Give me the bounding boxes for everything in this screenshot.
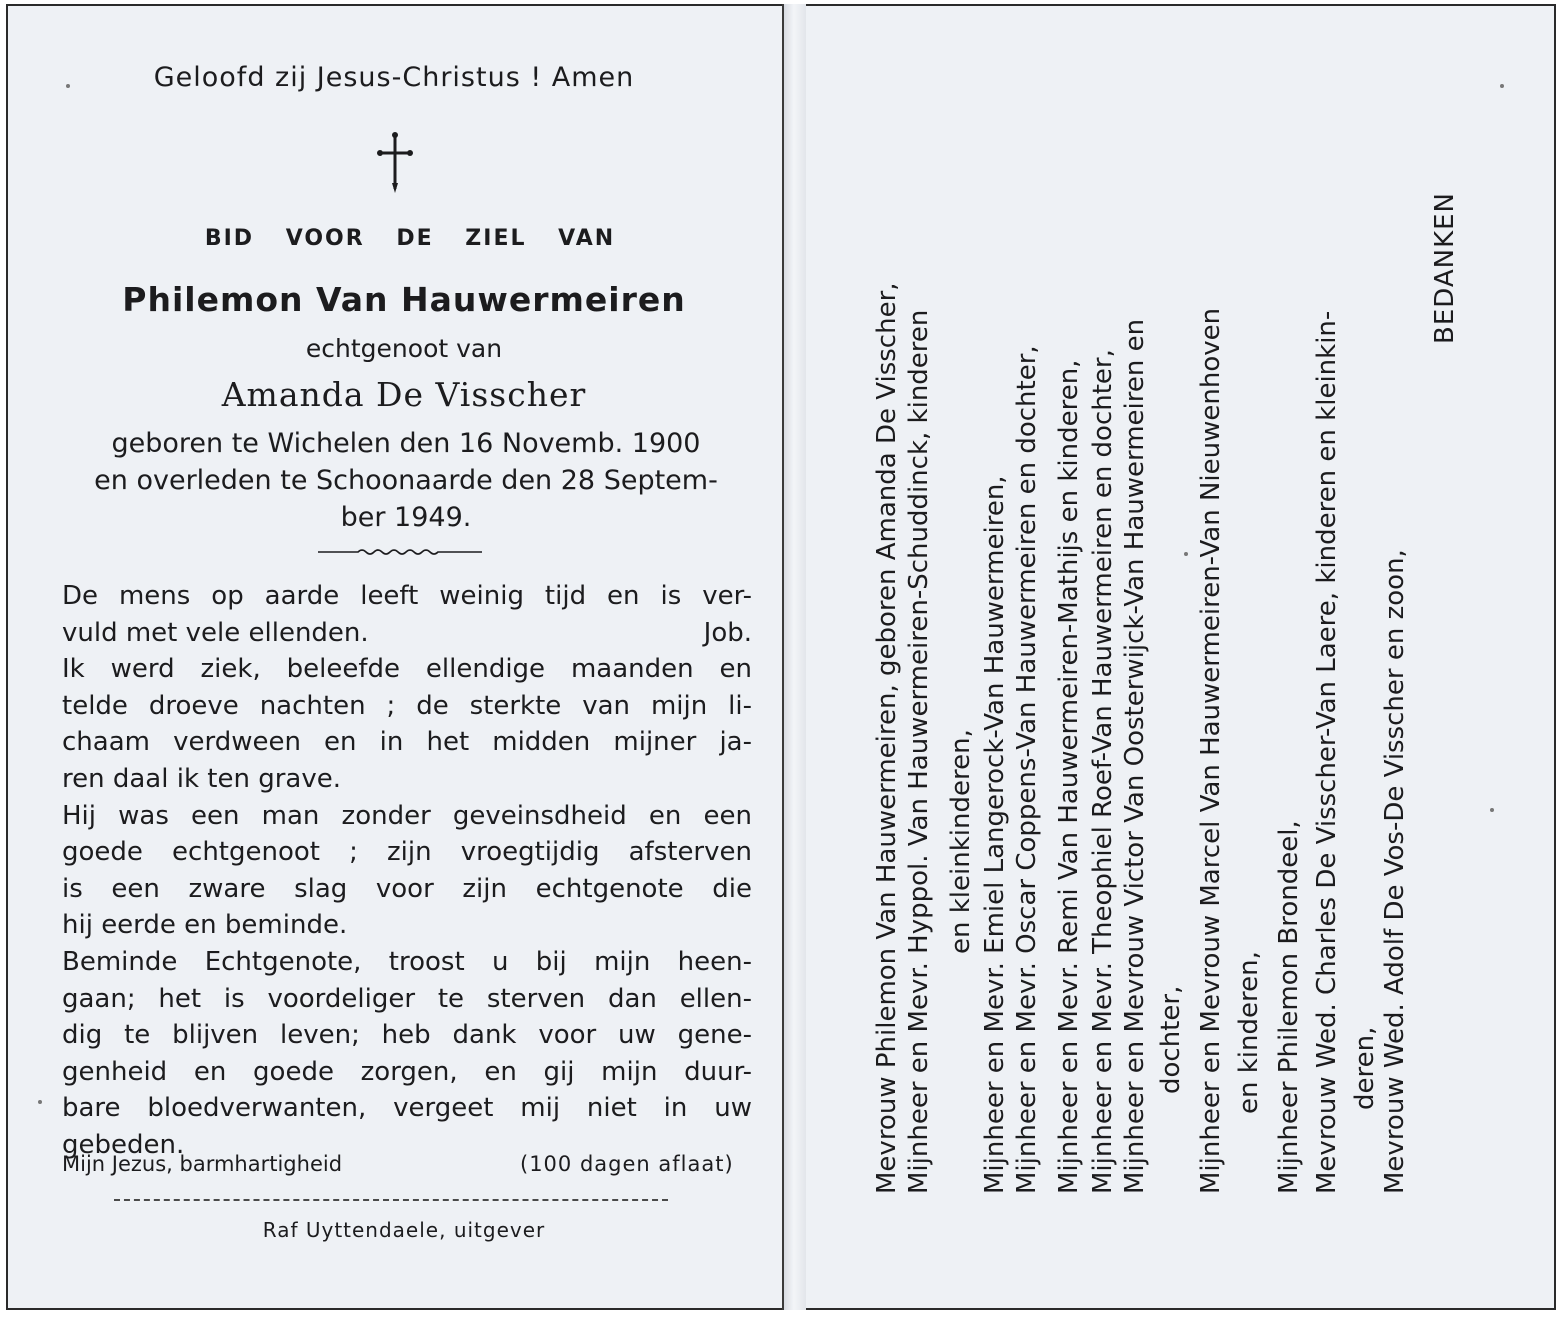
- invocation: Geloofd zij Jesus-Christus ! Amen: [153, 62, 635, 93]
- mourner-line: Mijnheer en Mevrouw Victor Van Oosterwijck-Van Hauwermeiren en: [1120, 318, 1150, 1194]
- paper-speck: [1500, 84, 1504, 88]
- birth-death-dates: [62, 425, 750, 536]
- mourner-line: Mijnheer Philemon Brondeel,: [1274, 820, 1304, 1194]
- left-page: [6, 4, 782, 1310]
- text-line: telde droeve nachten ; de sterkte van mijn li-: [62, 690, 752, 721]
- paper-speck: [1490, 808, 1494, 812]
- text-line-with-reference: [62, 615, 752, 652]
- cross-icon: [375, 131, 415, 195]
- paper-speck: [1184, 552, 1188, 556]
- text-line: gebeden.: [62, 1129, 185, 1160]
- memorial-text: [62, 578, 752, 1164]
- job-reference: Job.: [703, 617, 752, 648]
- text-line: goede echtgenoot ; zijn vroegtijdig afsterven: [62, 837, 752, 868]
- mourner-line: Mevrouw Philemon Van Hauwermeiren, geboren Amanda De Visscher,: [872, 282, 902, 1194]
- text-line: Beminde Echtgenote, troost u bij mijn heen-: [62, 946, 752, 977]
- mourner-line: Mijnheer en Mevr. Oscar Coppens-Van Hauwermeiren en dochter,: [1012, 345, 1042, 1194]
- dashed-rule: [114, 1199, 668, 1201]
- thanks-closing: BEDANKEN: [1430, 192, 1460, 344]
- publisher: Raf Uyttendaele, uitgever: [262, 1218, 546, 1242]
- mourner-line: en kinderen,: [1234, 951, 1264, 1114]
- text-line: genheid en goede zorgen, en gij mijn duur-: [62, 1056, 752, 1087]
- dates-line: geboren te Wichelen den 16 Novemb. 1900: [111, 428, 701, 459]
- paper-speck: [38, 1100, 42, 1104]
- paper-speck: [66, 84, 70, 88]
- text-line: Ik werd ziek, beleefde ellendige maanden en: [62, 654, 752, 685]
- spouse-label: echtgenoot van: [305, 334, 503, 363]
- text-line: gaan; het is voordeliger te sterven dan ellen-: [62, 983, 752, 1014]
- text-line: De mens op aarde leeft weinig tijd en is ver-: [62, 581, 752, 611]
- prayer-heading: BID VOOR DE ZIEL VAN: [204, 226, 616, 251]
- mourner-line: Mevrouw Wed. Charles De Visscher-Van Laere, kinderen en kleinkin-: [1312, 310, 1342, 1194]
- right-page: [804, 4, 1556, 1310]
- mourner-line: Mijnheer en Mevr. Theophiel Roef-Van Hauwermeiren en dochter,: [1088, 349, 1118, 1194]
- mourner-line: deren,: [1350, 1026, 1380, 1110]
- text-line: bare bloedverwanten, vergeet mij niet in uw: [62, 1093, 752, 1124]
- text-line: ren daal ik ten grave.: [62, 763, 341, 794]
- mourner-line: Mijnheer en Mevr. Emiel Langerock-Van Hauwermeiren,: [980, 475, 1010, 1194]
- text-line: chaam verdween en in het midden mijner ja-: [62, 727, 752, 758]
- mourner-line: Mevrouw Wed. Adolf De Vos-De Visscher en zoon,: [1380, 549, 1410, 1194]
- closing-prayer: Mijn Jezus, barmhartigheid: [62, 1152, 343, 1176]
- text-line: dig te blijven leven; heb dank voor uw gene-: [62, 1020, 752, 1051]
- dates-line: en overleden te Schoonaarde den 28 Septem-: [94, 465, 718, 496]
- mourner-line: dochter,: [1156, 985, 1186, 1094]
- text-line: vuld met vele ellenden.: [62, 617, 369, 648]
- dates-line: ber 1949.: [340, 502, 472, 533]
- mourner-line: en kleinkinderen,: [946, 729, 976, 954]
- mourner-line: Mijnheer en Mevrouw Marcel Van Hauwermeiren-Van Nieuwenhoven: [1196, 307, 1226, 1194]
- text-line: Hij was een man zonder geveinsdheid en een: [62, 800, 752, 831]
- spouse-name: Amanda De Visscher: [221, 375, 587, 414]
- mourner-line: Mijnheer en Mevr. Remi Van Hauwermeiren-Mathijs en kinderen,: [1054, 359, 1084, 1194]
- card-fold: [782, 4, 806, 1310]
- deceased-name: Philemon Van Hauwermeiren: [122, 280, 686, 319]
- ornamental-divider: [318, 548, 482, 556]
- indulgence-note: (100 dagen aflaat): [520, 1152, 734, 1176]
- text-line: is een zware slag voor zijn echtgenote die: [62, 873, 752, 904]
- text-line: hij eerde en beminde.: [62, 910, 348, 941]
- mourner-line: Mijnheer en Mevr. Hyppol. Van Hauwermeiren-Schuddinck, kinderen: [904, 309, 934, 1194]
